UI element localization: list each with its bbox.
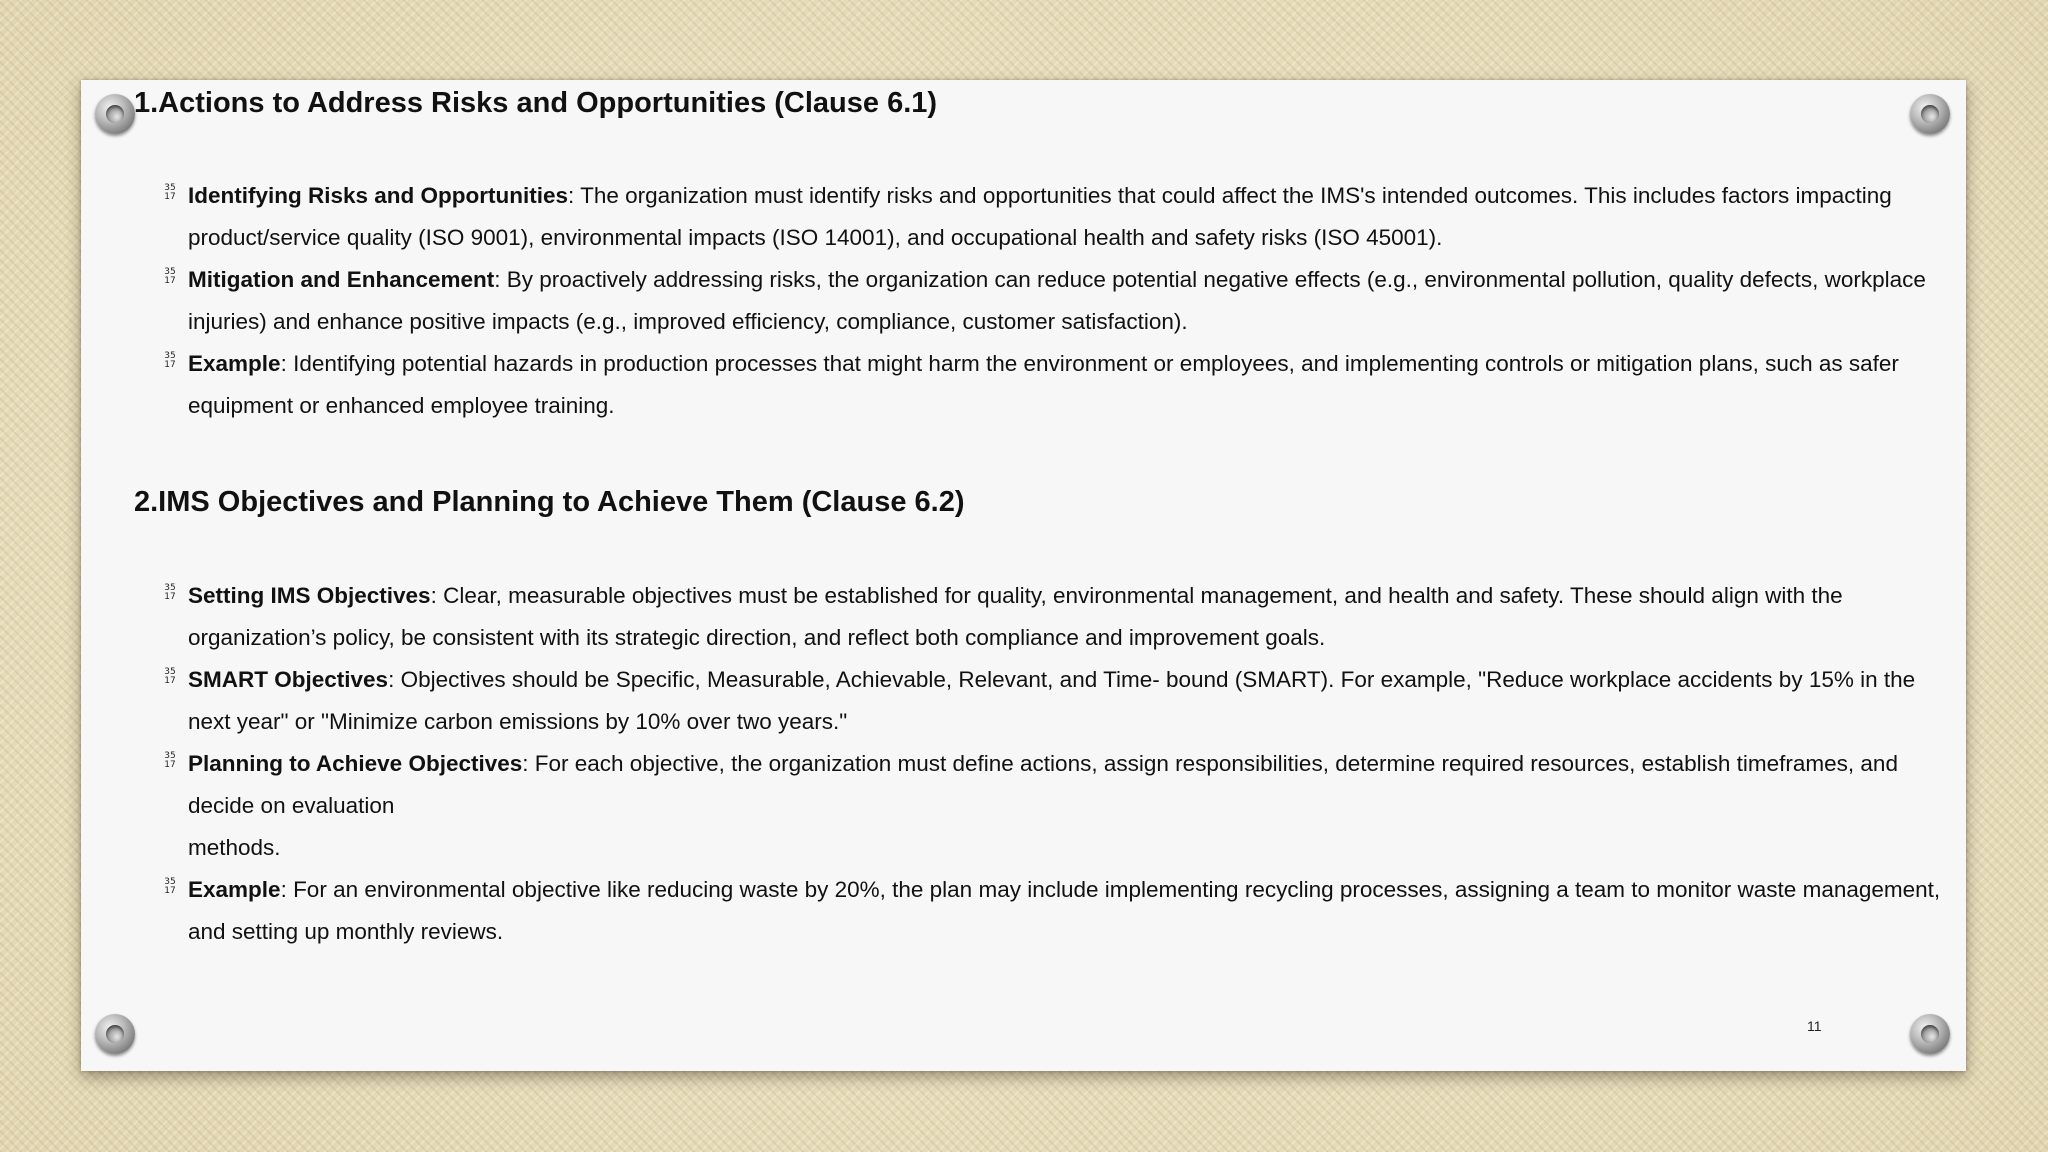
- slide: [81, 80, 1966, 1071]
- bullet-marker-icon: 35 17: [164, 667, 176, 686]
- section-2-bullet-list: [164, 575, 1958, 953]
- bullet-identifying-risks: [164, 175, 1958, 259]
- page-number: 11: [1807, 1018, 1822, 1034]
- bullet-text: : Identifying potential hazards in production processes that might harm the environment or employees, and implementing controls or mitigation plans, such as safer equipment or enhanced employee training.: [188, 351, 1899, 418]
- bullet-text-continuation: methods.: [188, 835, 281, 860]
- bullet-setting-objectives: [164, 575, 1958, 659]
- section-1-heading: 1.Actions to Address Risks and Opportunities (Clause 6.1): [134, 87, 938, 119]
- grommet-bottom-left-icon: [95, 1014, 135, 1054]
- bullet-term: Identifying Risks and Opportunities: [188, 183, 569, 208]
- bullet-text: : Objectives should be Specific, Measurable, Achievable, Relevant, and Time- bound (SMART). For example, "Reduce workplace accidents by 15% in the next year" or "Minimize carbon emissions by 10% over two years.": [188, 667, 1916, 734]
- grommet-top-left-icon: [95, 94, 135, 134]
- bullet-text: : The organization must identify risks and opportunities that could affect the IMS's intended outcomes. This includes factors impacting product/service quality (ISO 9001), environmental impacts (ISO 14001), and occupational health and safety risks (ISO 45001).: [188, 183, 1892, 250]
- bullet-example-2: [164, 869, 1958, 953]
- bullet-mitigation: [164, 259, 1958, 343]
- section-1-bullet-list: [164, 175, 1958, 427]
- bullet-marker-icon: 35 17: [164, 877, 176, 896]
- bullet-text: : For an environmental objective like reducing waste by 20%, the plan may include implementing recycling processes, assigning a team to monitor waste management, and setting up monthly reviews.: [188, 877, 1941, 944]
- bullet-marker-icon: 35 17: [164, 267, 176, 286]
- bullet-marker-icon: 35 17: [164, 751, 176, 770]
- grommet-bottom-right-icon: [1910, 1014, 1950, 1054]
- section-2-heading: 2.IMS Objectives and Planning to Achieve Them (Clause 6.2): [134, 486, 965, 518]
- bullet-term: Setting IMS Objectives: [188, 583, 431, 608]
- bullet-text: : Clear, measurable objectives must be established for quality, environmental management, and health and safety. These should align with the organization’s policy, be consistent with its strategic direction, and reflect both compliance and improvement goals.: [188, 583, 1843, 650]
- bullet-text: : By proactively addressing risks, the organization can reduce potential negative effects (e.g., environmental pollution, quality defects, workplace injuries) and enhance positive impacts (e.g., improved efficiency, compliance, customer satisfaction).: [188, 267, 1926, 334]
- bullet-example-1: [164, 343, 1958, 427]
- bullet-text: : For each objective, the organization must define actions, assign responsibilities, determine required resources, establish timeframes, and decide on evaluation: [188, 751, 1898, 818]
- bullet-marker-icon: 35 17: [164, 583, 176, 602]
- bullet-planning: [164, 743, 1958, 869]
- bullet-marker-icon: 35 17: [164, 183, 176, 202]
- bullet-term: Planning to Achieve Objectives: [188, 751, 523, 776]
- bullet-term: Mitigation and Enhancement: [188, 267, 495, 292]
- bullet-marker-icon: 35 17: [164, 351, 176, 370]
- bullet-term: Example: [188, 877, 281, 902]
- bullet-term: Example: [188, 351, 281, 376]
- bullet-smart-objectives: [164, 659, 1958, 743]
- grommet-top-right-icon: [1910, 94, 1950, 134]
- bullet-term: SMART Objectives: [188, 667, 389, 692]
